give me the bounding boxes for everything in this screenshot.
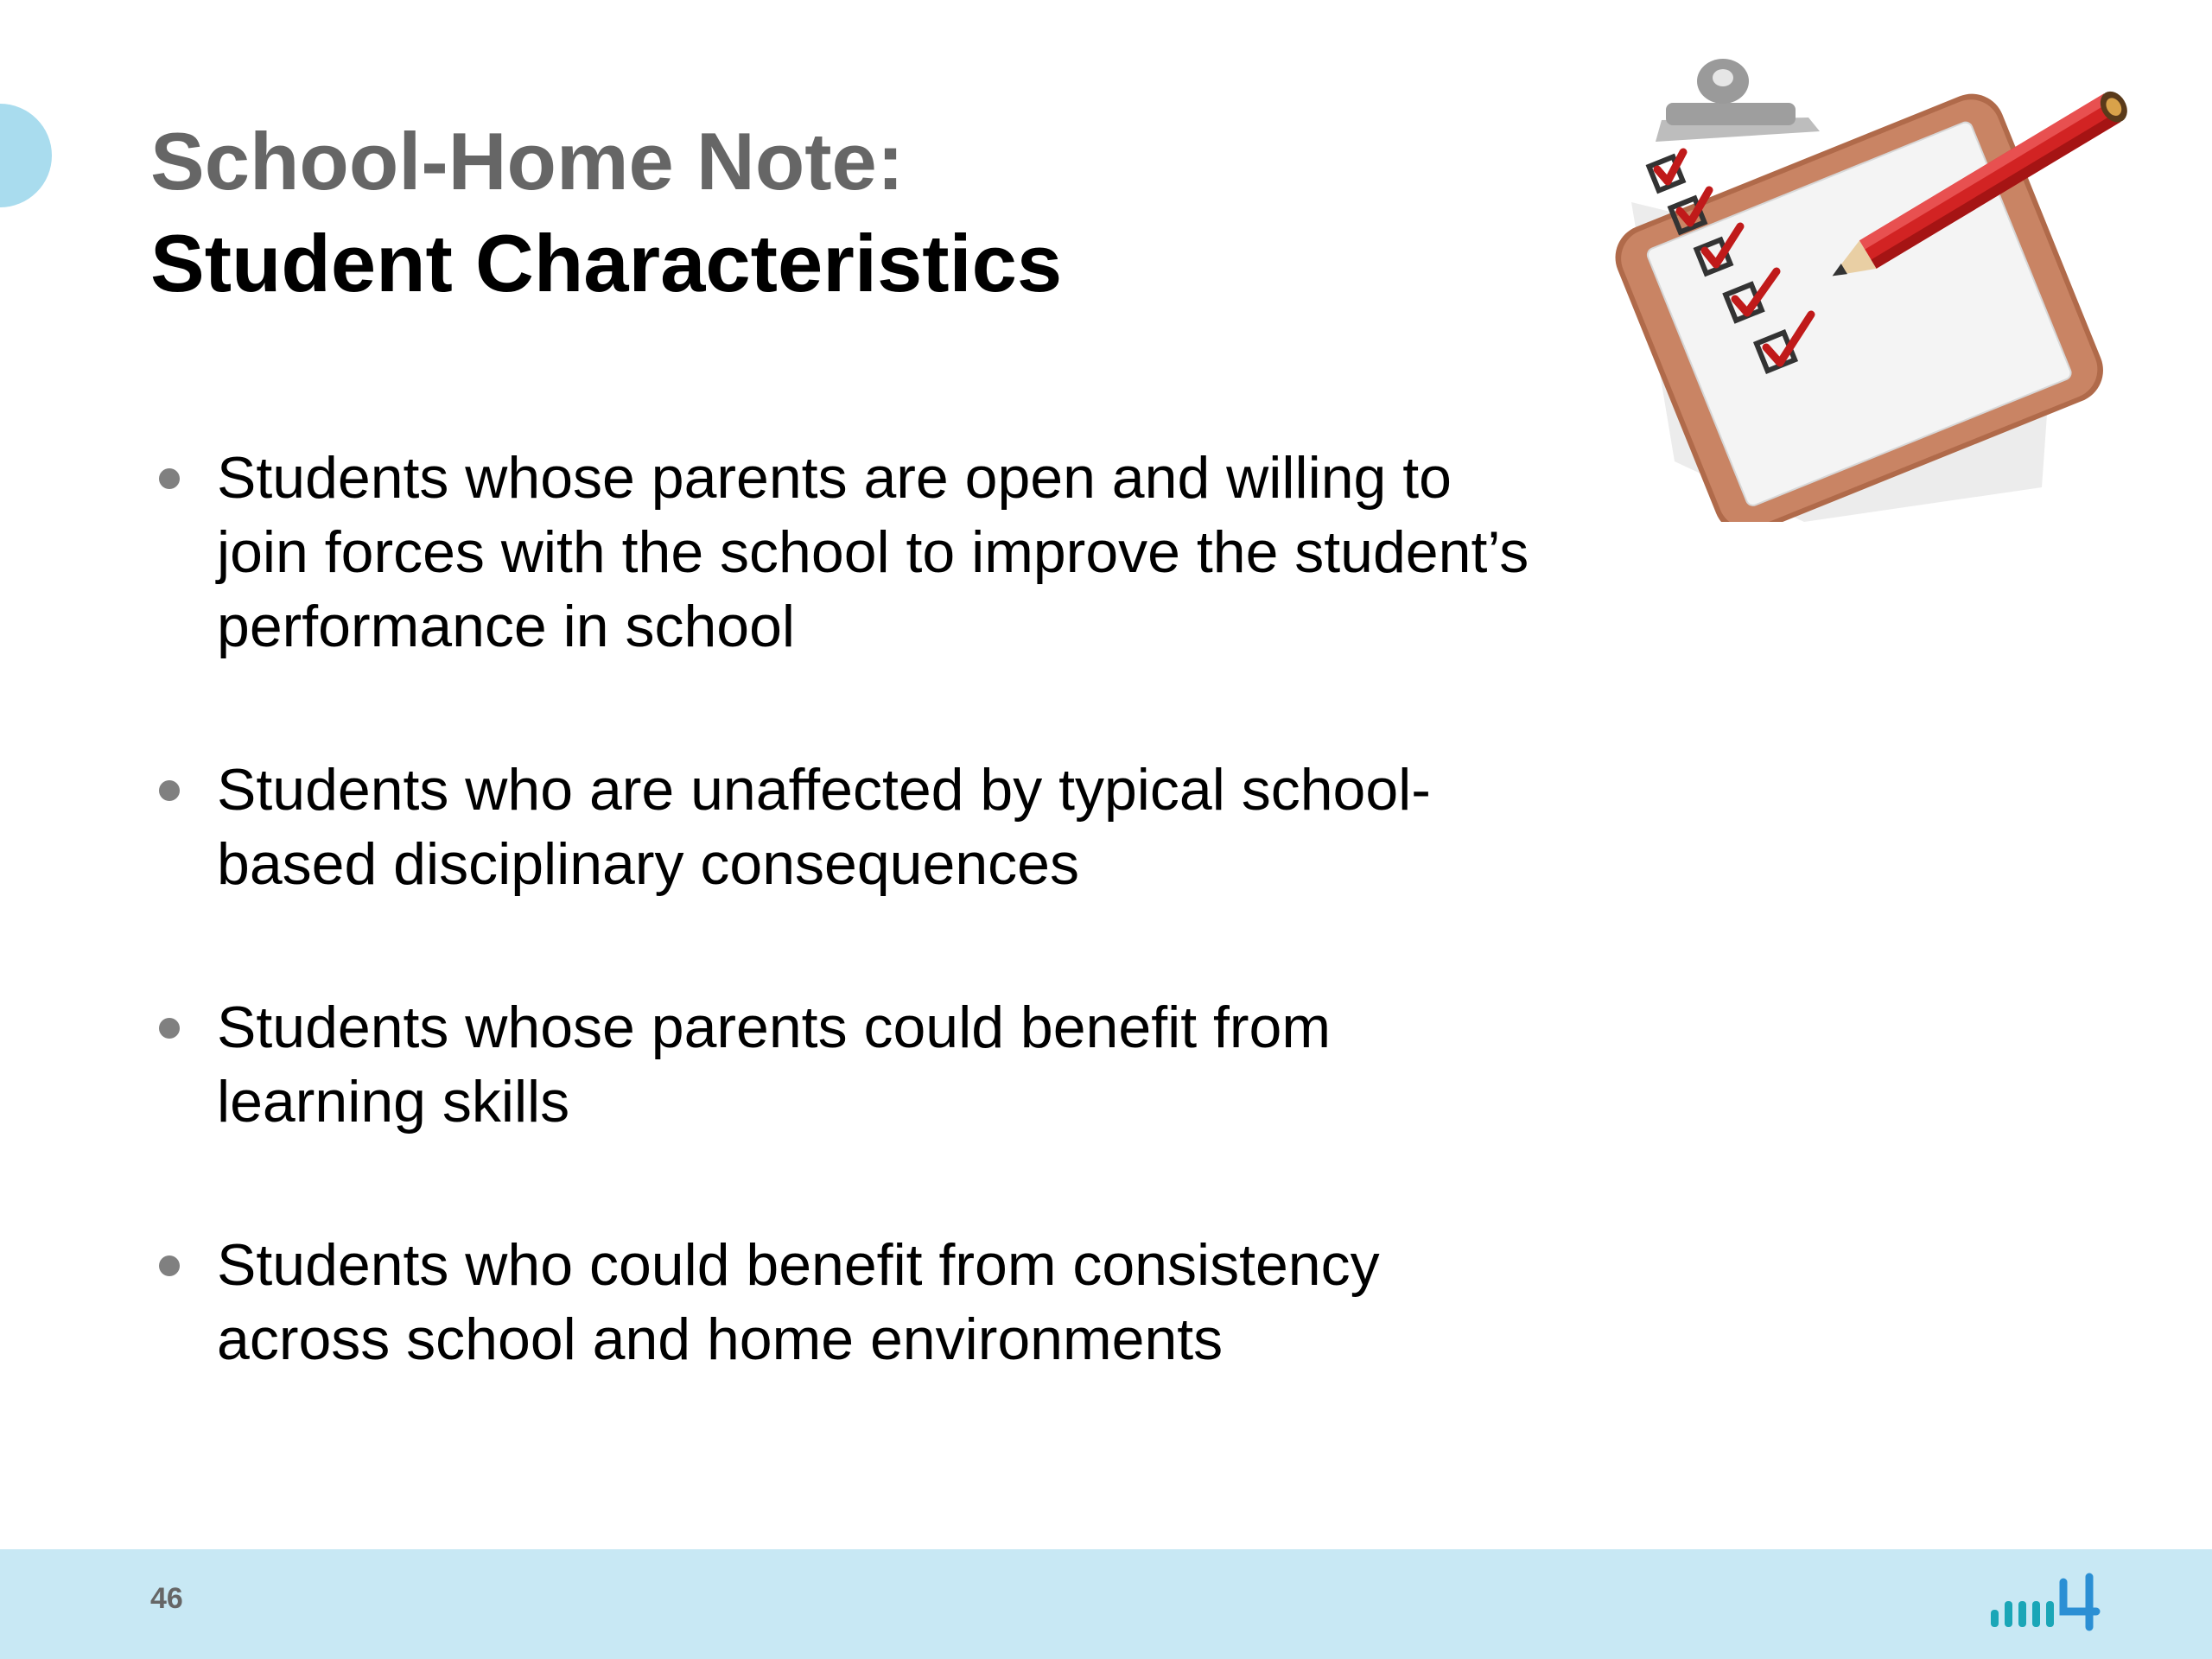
title-line-2: Student Characteristics <box>150 218 1063 308</box>
bullet-dot-icon <box>159 780 180 801</box>
clipboard-clip-icon <box>1656 59 1820 142</box>
bullet-text-line: Students who could benefit from consistency <box>217 1232 1380 1298</box>
bullet-text-line: Students whose parents are open and willing to <box>217 445 1452 511</box>
bullet-text-line: across school and home environments <box>217 1306 1224 1372</box>
bullet-item <box>150 441 1619 664</box>
clipboard-checklist-with-pencil-icon <box>1571 55 2176 522</box>
decorative-circle <box>0 104 52 207</box>
bullet-list <box>150 441 1619 1376</box>
bullet-item <box>150 1228 1619 1376</box>
bullet-text-line: join forces with the school to improve the student’s <box>217 519 1529 585</box>
title-line-1: School-Home Note: <box>150 116 905 207</box>
bullet-item <box>150 990 1619 1139</box>
slide-title <box>150 111 1533 315</box>
page-number: 46 <box>150 1582 183 1615</box>
bullet-text-line: performance in school <box>217 594 796 659</box>
bullet-dot-icon <box>159 1255 180 1276</box>
footer-band <box>0 1549 2212 1659</box>
bullet-dot-icon <box>159 1018 180 1039</box>
bullet-text-line: learning skills <box>217 1069 570 1135</box>
bullet-text-line: Students whose parents could benefit from <box>217 995 1331 1060</box>
bullet-item <box>150 753 1619 901</box>
bullet-text-line: based disciplinary consequences <box>217 831 1079 897</box>
bullet-text-line: Students who are unaffected by typical school- <box>217 757 1431 823</box>
bullet-dot-icon <box>159 468 180 489</box>
im4-logo-icon <box>1987 1570 2108 1639</box>
